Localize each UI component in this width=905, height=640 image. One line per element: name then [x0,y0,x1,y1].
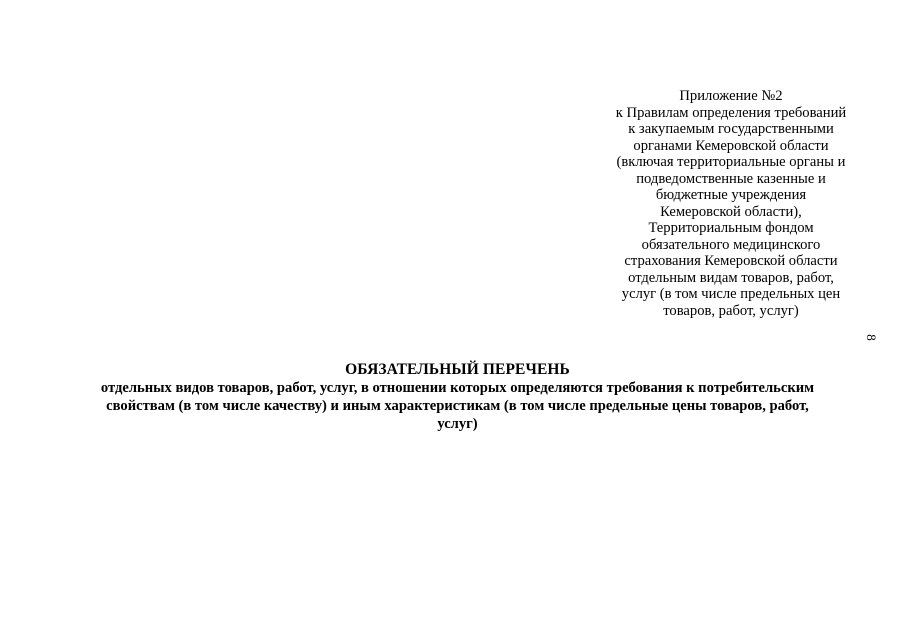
appendix-line: бюджетные учреждения [655,187,807,203]
appendix-line: подведомственные казенные и [636,170,826,187]
appendix-line: Территориальным фондом [648,220,814,236]
appendix-line: услуг (в том числе предельных цен [621,286,841,302]
appendix-line: Приложение №2 [679,88,783,104]
appendix-line: страхования Кемеровской области [624,253,838,269]
appendix-line: к закупаемым государственными [628,121,834,137]
appendix-line: к Правилам определения требований [615,104,847,121]
document-subtitle-line: свойствам (в том числе качеству) и иным характеристикам (в том числе предельные цены товаров, работ, [106,398,809,414]
document-title: ОБЯЗАТЕЛЬНЫЙ ПЕРЕЧЕНЬ [345,361,570,378]
document-heading [70,361,845,433]
appendix-note [596,88,866,319]
appendix-line: органами Кемеровской области [633,137,829,154]
document-subtitle-line: услуг) [437,416,478,432]
appendix-line: Кемеровской области), [660,203,802,220]
document-subtitle-line: отдельных видов товаров, работ, услуг, в отношении которых определяются требования к потребительским [100,380,815,396]
page-number: 8 [863,334,879,341]
appendix-line: отдельным видам товаров, работ, [628,269,834,286]
appendix-line: обязательного медицинского [641,236,821,253]
appendix-line: (включая территориальные органы и [616,154,846,170]
appendix-line: товаров, работ, услуг) [663,302,799,319]
